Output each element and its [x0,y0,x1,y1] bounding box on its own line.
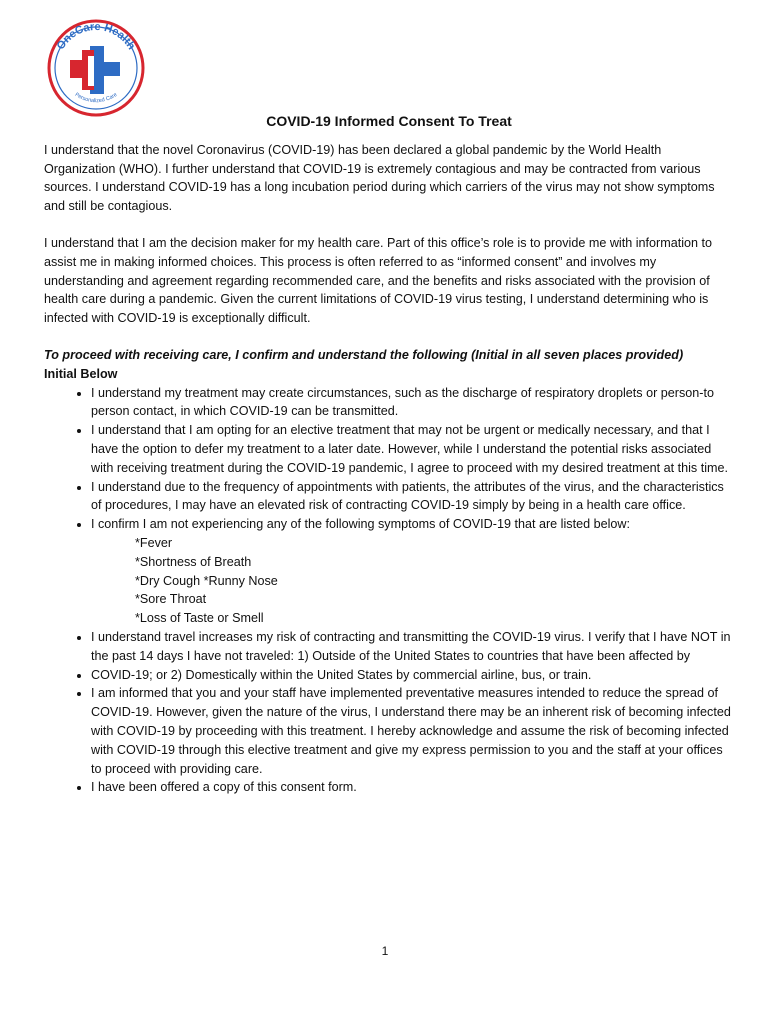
list-item: • COVID-19; or 2) Domestically within the United States by commercial airline, bus, or train. [91,666,734,685]
symptom-fever: *Fever [135,535,173,550]
logo-tagline-text: Personalized Care [73,91,119,105]
symptom-shortness-of-breath: *Shortness of Breath [135,554,252,569]
logo-brand-text: OneCare Health [54,20,138,52]
symptom-loss-of-taste: *Loss of Taste or Smell [135,611,264,626]
paragraph-pandemic: I understand that the novel Coronavirus (COVID-19) has been declared a global pandemic by the World Health Organization (WHO). I further understand that COVID-19 is extremely contagious and may be contracted from various sources. I understand COVID-19 has a long incubation period during which carriers of the virus may not show symptoms and still be contagious. [44,142,715,214]
initial-below-label: Initial Below [44,366,118,381]
instruction-text: To proceed with receiving care, I confirm and understand the following (Initial in all seven places provided) [44,347,684,362]
onecare-health-logo [44,16,148,120]
list-item: • I understand due to the frequency of appointments with patients, the attributes of the virus, and the characteristics of procedures, I may have an elevated risk of contracting COVID-19 simply by being in a health care office. [91,478,734,516]
list-item: • I have been offered a copy of this consent form. [91,778,734,797]
list-item: • I am informed that you and your staff have implemented preventative measures intended to reduce the spread of COVID-19. However, given the nature of the virus, I understand there may be an inherent risk of becoming infected with COVID-19 by proceeding with this treatment. I hereby acknowledge and assume the risk of becoming infected with COVID-19 through this elective treatment and give my express permission to you and the staff at your offices to proceed with providing care. [91,684,734,778]
symptom-dry-cough-runny-nose: *Dry Cough *Runny Nose [135,573,278,588]
consent-document [44,112,734,797]
list-item: • I confirm I am not experiencing any of the following symptoms of COVID-19 that are listed below: *Fever *Shortness of Breath *Dry Cough *Runny Nose *Sore Throat *Loss of Taste or Smell [91,515,734,628]
page-number: 1 [381,944,389,958]
medical-cross-icon [70,46,120,94]
symptom-sore-throat: *Sore Throat [135,592,207,607]
list-item: • I understand that I am opting for an elective treatment that may not be urgent or medically necessary, and that I have the option to defer my treatment to a later date. However, while I understand the potential risks associated with receiving treatment during the COVID-19 pandemic, I agree to proceed with my desired treatment at this time. [91,421,734,477]
consent-list [44,384,734,798]
list-item: • I understand travel increases my risk of contracting and transmitting the COVID-19 virus. I verify that I have NOT in the past 14 days I have not traveled: 1) Outside of the United States to countries that have been affected by [91,628,734,666]
document-title: COVID-19 Informed Consent To Treat [266,113,512,129]
paragraph-informed-consent: I understand that I am the decision maker for my health care. Part of this office’s role is to provide me with information to assist me in making informed choices. This process is often referred to as “informed consent” and involves my understanding and agreement regarding recommended care, and the benefits and risks associated with the provision of health care during a pandemic. Given the current limitations of COVID-19 virus testing, I understand determining who is infected with COVID-19 is exceptionally difficult. [44,235,713,326]
list-item: • I understand my treatment may create circumstances, such as the discharge of respiratory droplets or person-to person contact, in which COVID-19 can be transmitted. [91,384,734,422]
